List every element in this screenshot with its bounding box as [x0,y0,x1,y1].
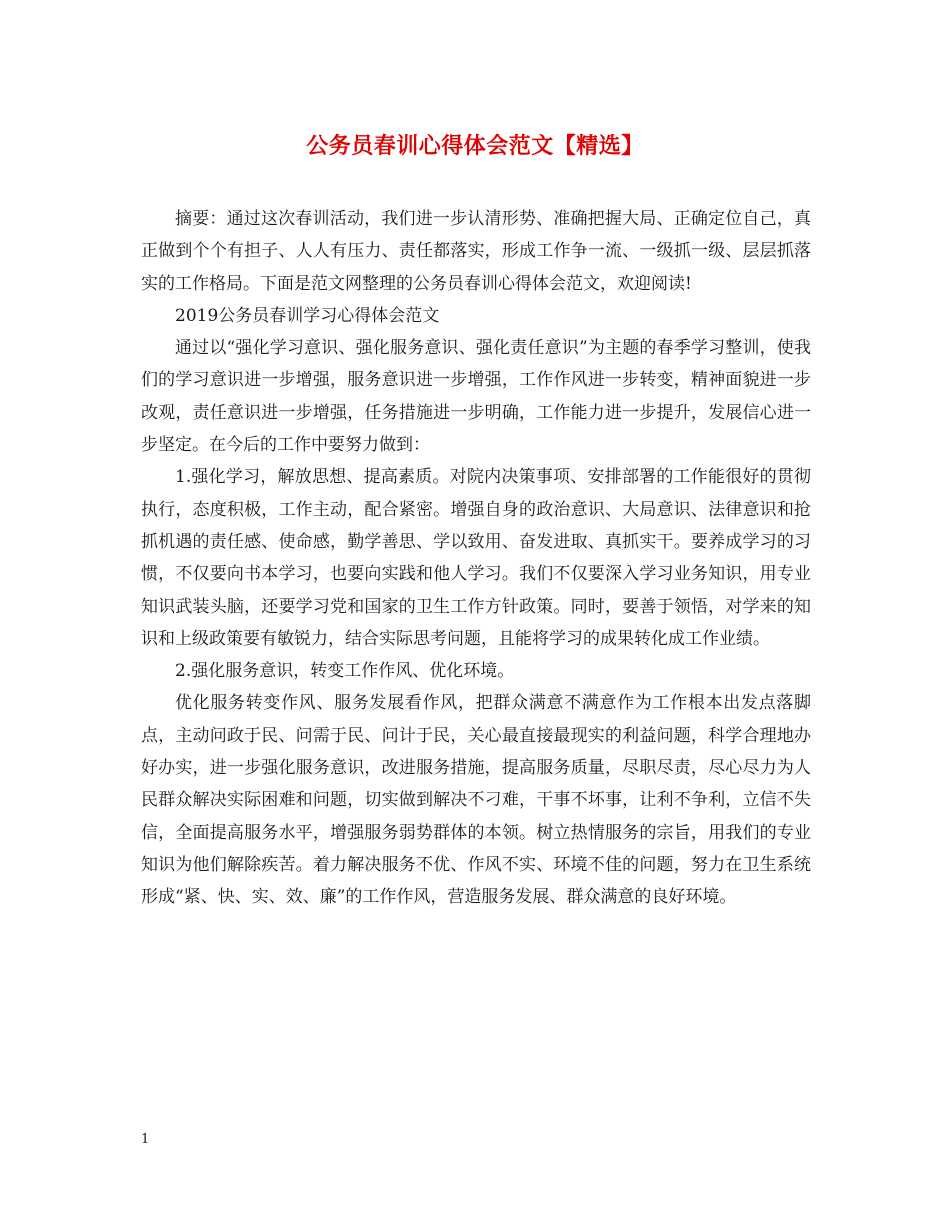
document-body [141,203,811,914]
body-paragraph: 1.强化学习，解放思想、提高素质。对院内决策事项、安排部署的工作能很好的贯彻执行，态度积极，工作主动，配合紧密。增强自身的政治意识、大局意识、法律意识和抢抓机遇的责任感、使命感，勤学善思、学以致用、奋发进取、真抓实干。要养成学习的习惯，不仅要向书本学习，也要向实践和他人学习。我们不仅要深入学习业务知识，用专业知识武装头脑，还要学习党和国家的卫生工作方针政策。同时，要善于领悟，对学来的知识和上级政策要有敏锐力，结合实际思考问题，且能将学习的成果转化成工作业绩。 [141,467,811,649]
document-title: 公务员春训心得体会范文【精选】 [306,133,644,159]
body-paragraph: 通过以“强化学习意识、强化服务意识、强化责任意识”为主题的春季学习整训，使我们的学习意识进一步增强，服务意识进一步增强，工作作风进一步转变，精神面貌进一步改观，责任意识进一步增强，任务措施进一步明确，工作能力进一步提升，发展信心进一步坚定。在今后的工作中要努力做到： [141,338,811,456]
section-heading: 2019公务员春训学习心得体会范文 [175,305,440,326]
abstract-paragraph: 摘要：通过这次春训活动，我们进一步认清形势、准确把握大局、正确定位自己，真正做到个个有担子、人人有压力、责任都落实，形成工作争一流、一级抓一级、层层抓落实的工作格局。下面是范文网整理的公务员春训心得体会范文，欢迎阅读! [141,209,811,294]
body-paragraph: 优化服务转变作风、服务发展看作风，把群众满意不满意作为工作根本出发点落脚点，主动问政于民、问需于民、问计于民，关心最直接最现实的利益问题，科学合理地办好办实，进一步强化服务意识，改进服务措施，提高服务质量，尽职尽责，尽心尽力为人民群众解决实际困难和问题，切实做到解决不刁难，干事不坏事，让利不争利，立信不失信，全面提高服务水平，增强服务弱势群体的本领。树立热情服务的宗旨，用我们的专业知识为他们解除疾苦。着力解决服务不优、作风不实、环境不佳的问题，努力在卫生系统形成“紧、快、实、效、廉”的工作作风，营造服务发展、群众满意的良好环境。 [141,693,811,908]
page-number: 1 [141,1132,150,1147]
subheading-paragraph: 2.强化服务意识，转变工作作风、优化环境。 [175,661,515,682]
